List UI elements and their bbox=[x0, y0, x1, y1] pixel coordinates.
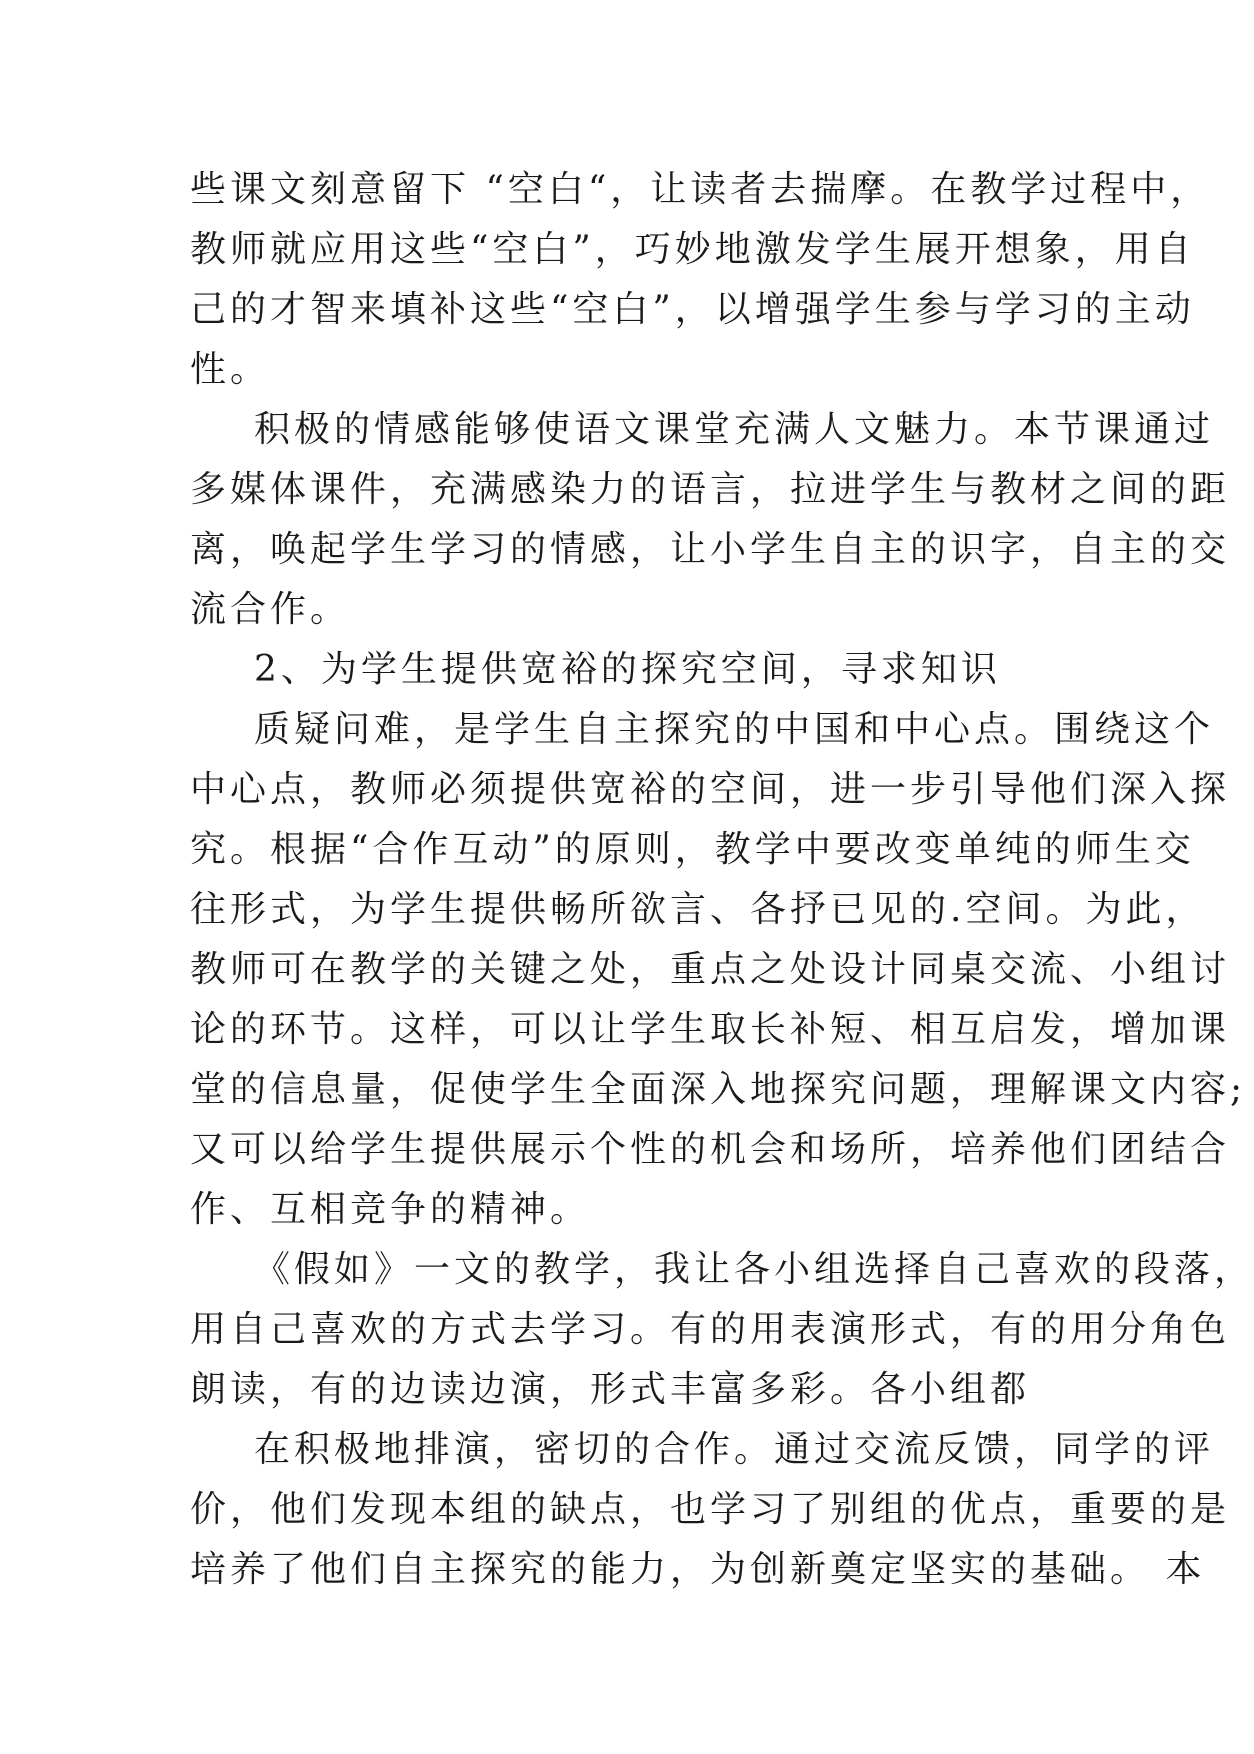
text-line: 己的才智来填补这些“空白”，以增强学生参与学习的主动 bbox=[190, 289, 1195, 330]
section-heading: 2、为学生提供宽裕的探究空间，寻求知识 bbox=[254, 649, 1001, 690]
text-line: 培养了他们自主探究的能力，为创新奠定坚实的基础。 本 bbox=[190, 1549, 1206, 1590]
text-line: 流合作。 bbox=[190, 589, 351, 630]
text-line: 作、互相竞争的精神。 bbox=[190, 1189, 591, 1230]
paragraph-first-line: 在积极地排演，密切的合作。通过交流反馈，同学的评 bbox=[254, 1429, 1215, 1470]
text-line: 堂的信息量，促使学生全面深入地探究问题，理解课文内容; bbox=[190, 1069, 1247, 1110]
text-line: 性。 bbox=[190, 349, 271, 390]
text-line: 又可以给学生提供展示个性的机会和场所，培养他们团结合 bbox=[190, 1129, 1231, 1170]
text-line: 往形式，为学生提供畅所欲言、各抒已见的.空间。为此， bbox=[190, 889, 1206, 930]
text-line: 用自己喜欢的方式去学习。有的用表演形式，有的用分角色 bbox=[190, 1309, 1231, 1350]
paragraph-first-line: 质疑问难，是学生自主探究的中国和中心点。围绕这个 bbox=[254, 709, 1215, 750]
text-line: 究。根据“合作互动”的原则，教学中要改变单纯的师生交 bbox=[190, 829, 1195, 870]
text-line: 多媒体课件，充满感染力的语言，拉进学生与教材之间的距 bbox=[190, 469, 1231, 510]
text-line: 些课文刻意留下 “空白“，让读者去揣摩。在教学过程中， bbox=[190, 169, 1211, 210]
text-line: 教师就应用这些“空白”，巧妙地激发学生展开想象，用自 bbox=[190, 229, 1195, 270]
paragraph-first-line: 积极的情感能够使语文课堂充满人文魅力。本节课通过 bbox=[254, 409, 1215, 450]
text-line: 朗读，有的边读边演，形式丰富多彩。各小组都 bbox=[190, 1369, 1031, 1410]
text-line: 离，唤起学生学习的情感，让小学生自主的识字，自主的交 bbox=[190, 529, 1231, 570]
text-line: 中心点，教师必须提供宽裕的空间，进一步引导他们深入探 bbox=[190, 769, 1231, 810]
paragraph-first-line: 《假如》一文的教学，我让各小组选择自己喜欢的段落， bbox=[254, 1249, 1254, 1290]
body-text bbox=[190, 160, 1254, 1600]
text-line: 教师可在教学的关键之处，重点之处设计同桌交流、小组讨 bbox=[190, 949, 1231, 990]
text-line: 价，他们发现本组的缺点，也学习了别组的优点，重要的是 bbox=[190, 1489, 1231, 1530]
text-line: 论的环节。这样，可以让学生取长补短、相互启发，增加课 bbox=[190, 1009, 1231, 1050]
